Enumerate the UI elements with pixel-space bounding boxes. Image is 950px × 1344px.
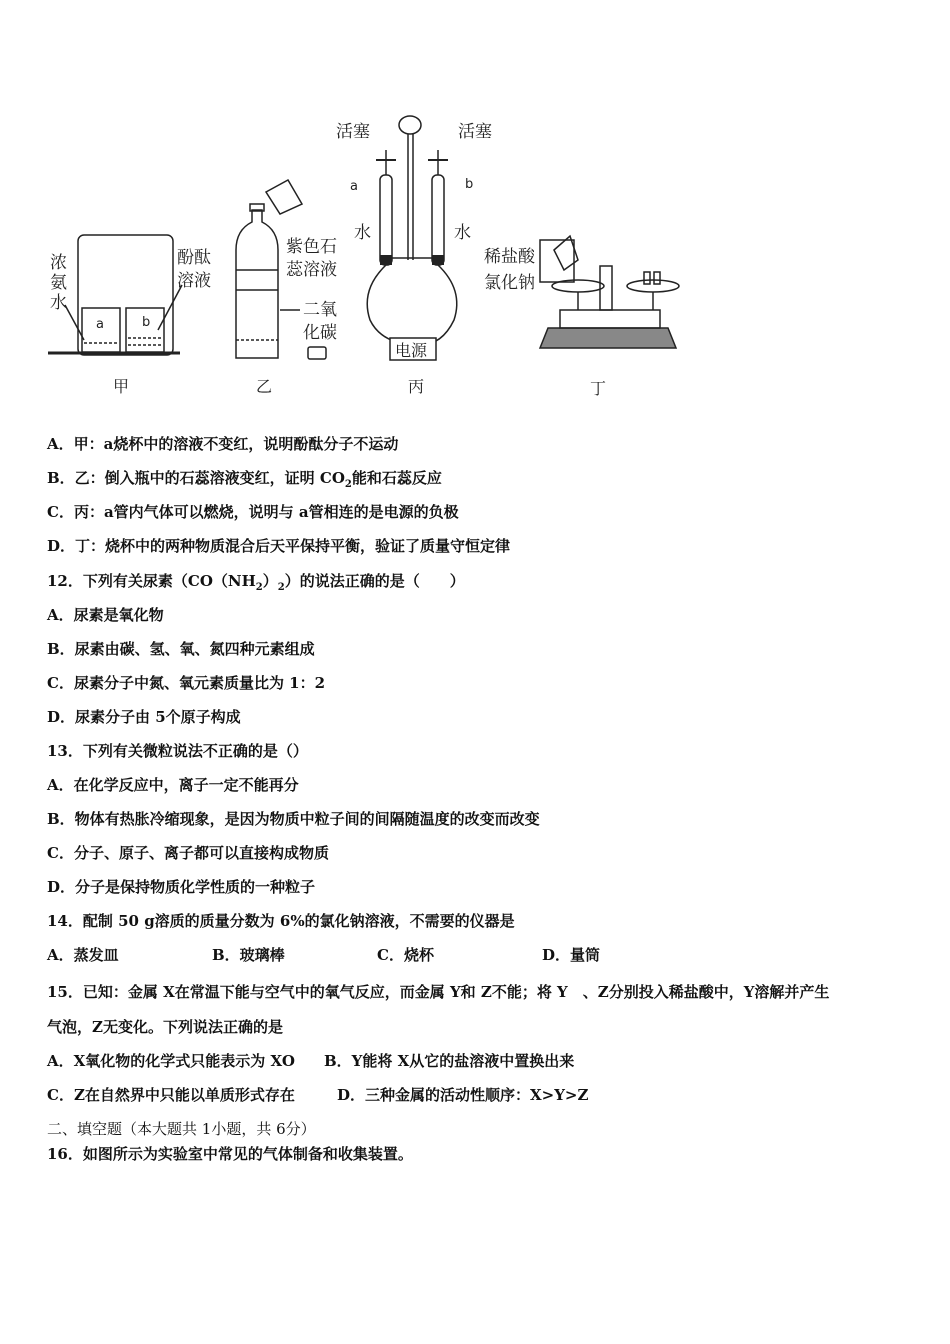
- q12-stem: [47, 571, 465, 598]
- section-heading: 二、填空题（本大题共 1小题，共 6分）: [47, 1120, 316, 1138]
- caption-yi: 乙: [256, 377, 273, 396]
- q11-b-sub: 2: [344, 479, 352, 490]
- q13-stem: 13．下列有关微粒说法不正确的是（）: [47, 742, 308, 760]
- caption-ding: 丁: [590, 379, 607, 398]
- setup-jia: [48, 235, 182, 355]
- balance-beaker: [540, 240, 574, 282]
- q14-option-d: D．量筒: [542, 946, 601, 964]
- q14-options: [47, 945, 600, 965]
- q14-option-b: B．玻璃棒: [212, 946, 285, 964]
- label-ammonia-3: 水: [50, 293, 67, 313]
- q12-stem-mid: ）: [262, 572, 278, 590]
- caption-bing: 丙: [408, 377, 425, 396]
- q12-stem-sub2: 2: [277, 582, 285, 593]
- q12-stem-prefix: 12．下列有关尿素（CO（NH: [47, 572, 256, 590]
- pan-right: [627, 280, 679, 292]
- electrode-right: [432, 255, 444, 265]
- experiment-diagram: [40, 100, 720, 410]
- co2-bottle-cap: [308, 347, 326, 359]
- label-water-right: 水: [454, 223, 471, 243]
- q15-option-b: B．Y能将 X从它的盐溶液中置换出来: [324, 1052, 575, 1070]
- label-tube-a: a: [350, 179, 358, 194]
- q11-b-prefix: B．乙：倒入瓶中的石蕊溶液变红，证明 CO: [47, 469, 345, 487]
- q16-stem: 16．如图所示为实验室中常见的气体制备和收集装置。: [47, 1145, 413, 1163]
- q13-option-b: B．物体有热胀冷缩现象，是因为物质中粒子间的间隔随温度的改变而改变: [47, 810, 540, 828]
- q11-b-suffix: 能和石蕊反应: [351, 469, 442, 487]
- q12-stem-sub1: 2: [255, 582, 263, 593]
- label-ammonia-2: 氨: [50, 273, 67, 293]
- q14-stem: 14．配制 50 g溶质的质量分数为 6%的氯化钠溶液，不需要的仪器是: [47, 912, 515, 930]
- label-co2-2: 化碳: [303, 323, 337, 343]
- experiment-figure: [40, 100, 720, 410]
- q12-option-d: D．尿素分子由 5个原子构成: [47, 708, 241, 726]
- q14-option-a: A．蒸发皿: [47, 946, 119, 964]
- label-valve-left: 活塞: [336, 122, 370, 142]
- q11-option-b: [47, 468, 442, 495]
- wire-right: [420, 265, 457, 345]
- q13-option-a: A．在化学反应中，离子一定不能再分: [47, 776, 299, 794]
- label-tube-b: b: [465, 177, 474, 192]
- q13-option-d: D．分子是保持物质化学性质的一种粒子: [47, 878, 316, 896]
- pouring-beaker: [266, 180, 302, 214]
- q14-option-c: C．烧杯: [377, 946, 434, 964]
- label-phenol-2: 溶液: [177, 271, 211, 291]
- q12-option-a: A．尿素是氧化物: [47, 606, 164, 624]
- wire-left: [367, 265, 420, 345]
- setup-ding: [540, 236, 679, 348]
- q15-stem-line1: 15．已知：金属 X在常温下能与空气中的氧气反应，而金属 Y和 Z不能；将 Y 、Z分别投入稀盐酸中，Y溶解并产生: [47, 983, 830, 1001]
- setup-bing: [367, 116, 457, 360]
- label-beaker-a: a: [96, 317, 104, 332]
- label-phenol-1: 酚酞: [177, 248, 211, 268]
- q11-option-d: D．丁：烧杯中的两种物质混合后天平保持平衡，验证了质量守恒定律: [47, 537, 511, 555]
- electrode-left: [380, 255, 392, 265]
- q15-stem-line2: 气泡，Z无变化。下列说法正确的是: [47, 1018, 283, 1036]
- label-hcl: 稀盐酸: [484, 247, 535, 267]
- funnel-bulb: [399, 116, 421, 134]
- label-beaker-b: b: [142, 315, 151, 330]
- tube-a: [380, 175, 392, 265]
- label-valve-right: 活塞: [458, 122, 492, 142]
- q15-options-cd: [47, 1085, 588, 1105]
- q15-option-c: C．Z在自然界中只能以单质形式存在: [47, 1086, 295, 1104]
- balance-base: [540, 328, 676, 348]
- q11-option-a: A．甲：a烧杯中的溶液不变红，说明酚酞分子不运动: [47, 435, 399, 453]
- balance-body: [560, 310, 660, 328]
- q15-option-a: A．X氧化物的化学式只能表示为 XO: [47, 1052, 295, 1070]
- q12-option-c: C．尿素分子中氮、氧元素质量比为 1：2: [47, 674, 326, 692]
- tube-b: [432, 175, 444, 265]
- label-litmus-2: 蕊溶液: [286, 260, 337, 280]
- label-co2-1: 二氧: [303, 300, 337, 320]
- caption-jia: 甲: [113, 377, 130, 396]
- label-nacl: 氯化钠: [484, 273, 535, 293]
- q12-stem-suffix: ）的说法正确的是（ ）: [284, 572, 465, 590]
- plastic-bottle: [236, 210, 278, 358]
- q15-options-ab: [47, 1051, 574, 1071]
- label-litmus-1: 紫色石: [286, 237, 337, 257]
- label-water-left: 水: [354, 223, 371, 243]
- label-power: 电源: [395, 341, 428, 360]
- q12-option-b: B．尿素由碳、氢、氧、氮四种元素组成: [47, 640, 315, 658]
- label-ammonia-1: 浓: [50, 253, 67, 273]
- q15-option-d: D．三种金属的活动性顺序：X>Y>Z: [337, 1086, 589, 1104]
- q13-option-c: C．分子、原子、离子都可以直接构成物质: [47, 844, 329, 862]
- q11-option-c: C．丙：a管内气体可以燃烧，说明与 a管相连的是电源的负极: [47, 503, 459, 521]
